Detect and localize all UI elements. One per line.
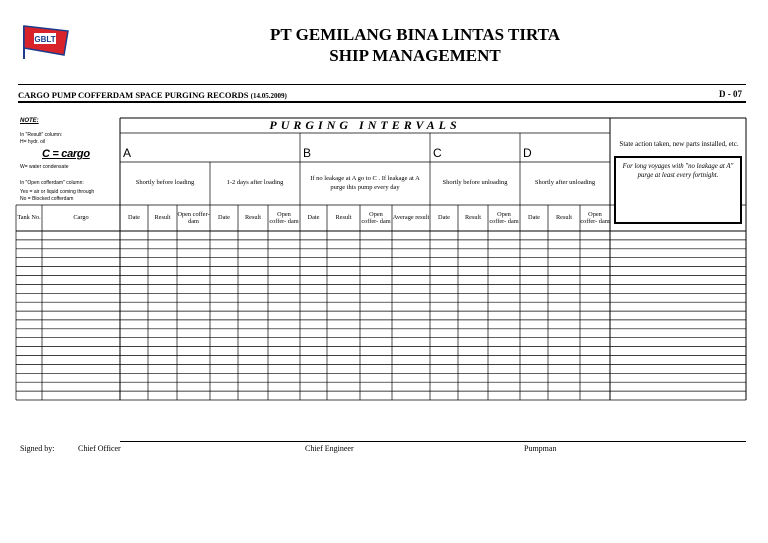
col-open-cofferdam: Open coffer- dam bbox=[177, 210, 210, 225]
col-open-cofferdam: Open coffer- dam bbox=[269, 210, 299, 225]
col-open-cofferdam: Open coffer- dam bbox=[489, 210, 519, 225]
col-date: Date bbox=[307, 214, 320, 222]
yes-note: Yes = air or liquid coming through bbox=[20, 189, 95, 195]
col-cargo: Cargo bbox=[73, 214, 89, 222]
interval-b-instruction: If no leakage at A go to C . If leakage at A purge this pump every day bbox=[310, 175, 420, 191]
col-date: Date bbox=[218, 214, 230, 222]
signed-by-label: Signed by: bbox=[20, 444, 55, 453]
col-open-cofferdam: Open coffer- dam bbox=[580, 210, 610, 225]
col-average-result: Average result bbox=[392, 214, 430, 222]
logo-text: GBLT bbox=[34, 35, 56, 44]
long-voyage-note: For long voyages with "no leakage at A" purge at least every fortnight. bbox=[614, 156, 742, 224]
open-col-note: In "Open cofferdam" column: bbox=[20, 180, 84, 186]
col-date: Date bbox=[528, 214, 540, 222]
empty-rows bbox=[16, 240, 746, 400]
hydr-oil-note: H= hydr. oil bbox=[20, 139, 46, 145]
group-d-label: D bbox=[523, 146, 532, 160]
record-title bbox=[18, 90, 287, 100]
cargo-note: C = cargo bbox=[42, 148, 90, 160]
col-result: Result bbox=[464, 214, 482, 222]
group-a-label: A bbox=[123, 146, 132, 160]
company-subtitle: SHIP MANAGEMENT bbox=[329, 46, 501, 65]
state-action-label: State action taken, new parts installed, etc. bbox=[619, 140, 739, 148]
col-tank-no: Tank No. bbox=[17, 214, 41, 222]
interval-before-unloading: Shortly before unloading bbox=[442, 179, 508, 187]
no-note: No = Blocked cofferdam bbox=[20, 196, 74, 202]
header-divider bbox=[18, 84, 746, 85]
chief-officer-label: Chief Officer bbox=[78, 444, 121, 453]
interval-shortly-before-loading: Shortly before loading bbox=[135, 179, 195, 187]
company-name: PT GEMILANG BINA LINTAS TIRTA bbox=[269, 25, 561, 44]
record-title-text: CARGO PUMP COFFERDAM SPACE PURGING RECORDS bbox=[18, 90, 249, 100]
chief-engineer-label: Chief Engineer bbox=[305, 444, 354, 453]
record-code: D - 07 bbox=[719, 89, 742, 99]
interval-after-unloading: Shortly after unloading bbox=[534, 179, 596, 187]
signature-divider bbox=[120, 441, 746, 442]
col-date: Date bbox=[438, 214, 450, 222]
record-title-divider bbox=[18, 101, 746, 103]
col-date: Date bbox=[128, 214, 140, 222]
company-flag-logo bbox=[20, 22, 72, 60]
col-result: Result bbox=[244, 214, 262, 222]
purging-intervals-title: PURGING INTERVALS bbox=[269, 118, 461, 132]
col-result: Result bbox=[335, 214, 352, 222]
col-result: Result bbox=[154, 214, 171, 222]
col-result: Result bbox=[555, 214, 573, 222]
group-c-label: C bbox=[433, 146, 442, 160]
pumpman-label: Pumpman bbox=[524, 444, 557, 453]
result-col-note: In "Result" column: bbox=[20, 132, 63, 138]
record-date: (14.05.2009) bbox=[250, 92, 287, 100]
water-note: W= water condensate bbox=[20, 164, 69, 170]
notes-heading: NOTE: bbox=[20, 118, 39, 124]
group-b-label: B bbox=[303, 146, 312, 160]
col-open-cofferdam: Open coffer- dam bbox=[361, 210, 391, 225]
interval-after-loading: 1-2 days after loading bbox=[226, 179, 284, 187]
